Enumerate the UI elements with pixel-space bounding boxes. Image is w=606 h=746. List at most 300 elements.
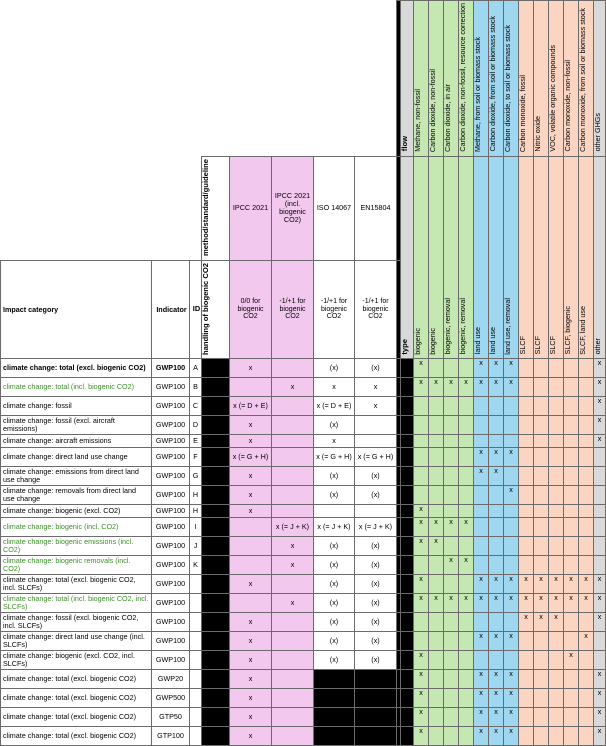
flow-mark-cell (564, 632, 579, 651)
flow-mark-cell: x (594, 416, 606, 435)
impact-category-cell: climate change: fossil (excl. aircraft emissions) (1, 416, 152, 435)
flow-mark-cell: x (444, 518, 459, 537)
flow-mark-cell (564, 416, 579, 435)
flow-mark-cell (414, 435, 429, 448)
impact-category-cell: climate change: aircraft emissions (1, 435, 152, 448)
header-blank (1, 156, 152, 260)
standard-mark-cell (272, 448, 314, 467)
flow-mark-cell (519, 416, 534, 435)
flow-mark-cell (579, 397, 594, 416)
impact-category-cell: climate change: total (excl. biogenic CO2, incl. SLCFs) (1, 575, 152, 594)
flow-type: other (593, 338, 602, 355)
flow-mark-cell: x (459, 378, 474, 397)
id-cell: C (190, 397, 202, 416)
type-black-cell (401, 651, 414, 670)
flow-mark-cell: x (414, 378, 429, 397)
flow-mark-cell: x (459, 556, 474, 575)
indicator-cell: GWP100 (152, 416, 190, 435)
flow-type: biogenic, removal (458, 298, 467, 355)
flow-mark-cell: x (414, 359, 429, 378)
flow-mark-cell (579, 435, 594, 448)
standard-mark-cell (272, 689, 314, 708)
flow-mark-cell (444, 708, 459, 727)
flow-type: SLCF (533, 336, 542, 355)
flow-mark-cell: x (489, 708, 504, 727)
flow-mark-cell: x (474, 448, 489, 467)
flow-name: Carbon dioxide, from soil or biomass stock (488, 16, 497, 152)
flow-mark-cell (429, 651, 444, 670)
indicator-cell: GWP100 (152, 486, 190, 505)
handling-black-cell (202, 613, 230, 632)
standard-mark-cell: (x) (355, 651, 397, 670)
standard-mark-cell (272, 435, 314, 448)
standard-mark-cell: x (355, 378, 397, 397)
flow-mark-cell (579, 670, 594, 689)
flow-mark-cell: x (474, 689, 489, 708)
flow-mark-cell (549, 378, 564, 397)
flow-mark-cell (459, 467, 474, 486)
flow-type: biogenic (428, 327, 437, 355)
standard-mark-cell: x (= D + E) (230, 397, 272, 416)
standard-mark-cell: x (230, 575, 272, 594)
flow-mark-cell (534, 486, 549, 505)
flow-mark-cell: x (489, 448, 504, 467)
flow-mark-cell (549, 467, 564, 486)
flow-mark-cell: x (429, 594, 444, 613)
flow-mark-cell (459, 670, 474, 689)
flow-mark-cell (519, 505, 534, 518)
type-black-cell (401, 613, 414, 632)
standard-mark-cell: x (230, 467, 272, 486)
header-blank (214, 1, 230, 157)
flow-mark-cell: x (564, 594, 579, 613)
flow-mark-cell (414, 397, 429, 416)
table-row (1, 727, 606, 746)
flow-name-cell (429, 1, 444, 157)
flow-mark-cell: x (489, 727, 504, 746)
indicator-cell: GWP100 (152, 518, 190, 537)
flow-mark-cell: x (474, 594, 489, 613)
flow-mark-cell: x (534, 613, 549, 632)
flow-mark-cell (444, 467, 459, 486)
flow-type-cell (549, 156, 564, 359)
flow-mark-cell (564, 727, 579, 746)
standard-mark-cell (314, 727, 355, 746)
method-header (202, 156, 230, 260)
id-cell: B (190, 378, 202, 397)
standard-mark-cell: x (= J + K) (314, 518, 355, 537)
flow-mark-cell (519, 651, 534, 670)
flow-mark-cell (534, 448, 549, 467)
flow-mark-cell: x (489, 670, 504, 689)
flow-mark-cell (579, 518, 594, 537)
flow-mark-cell (534, 689, 549, 708)
standard-mark-cell: x (230, 613, 272, 632)
id-cell (190, 689, 202, 708)
standard-mark-cell (355, 416, 397, 435)
standard-mark-cell (355, 689, 397, 708)
table-row (1, 594, 606, 613)
indicator-cell: GWP100 (152, 594, 190, 613)
flow-type-cell (444, 156, 459, 359)
flow-mark-cell (534, 435, 549, 448)
header-blank (152, 156, 190, 260)
flow-mark-cell (519, 727, 534, 746)
type-black-cell (401, 670, 414, 689)
flow-mark-cell (444, 505, 459, 518)
table-row (1, 505, 606, 518)
indicator-cell: GWP100 (152, 448, 190, 467)
flow-name-cell (594, 1, 606, 157)
flow-mark-cell (429, 448, 444, 467)
id-cell: G (190, 467, 202, 486)
id-cell (190, 727, 202, 746)
flow-mark-cell: x (504, 727, 519, 746)
type-black-cell (401, 397, 414, 416)
flow-mark-cell (594, 486, 606, 505)
flow-mark-cell: x (504, 689, 519, 708)
standard-handling-cell: -1/+1 for biogenic CO2 (355, 260, 397, 359)
standard-mark-cell: (x) (314, 556, 355, 575)
flow-name-cell (564, 1, 579, 157)
flow-mark-cell (564, 359, 579, 378)
flow-mark-cell (579, 448, 594, 467)
flow-name-cell (549, 1, 564, 157)
type-black-cell (401, 708, 414, 727)
table-row (1, 518, 606, 537)
flow-name-cell (519, 1, 534, 157)
flow-name: Carbon dioxide, in air (443, 83, 452, 152)
impact-category-cell: climate change: fossil (excl. biogenic CO2, incl. SLCFs) (1, 613, 152, 632)
standard-mark-cell: x (= G + H) (355, 448, 397, 467)
impact-category-cell: climate change: total (excl. biogenic CO2) (1, 359, 152, 378)
standard-mark-cell (230, 556, 272, 575)
flow-mark-cell (474, 651, 489, 670)
indicator-cell: GWP100 (152, 435, 190, 448)
standard-mark-cell (230, 537, 272, 556)
flow-mark-cell (429, 435, 444, 448)
flow-mark-cell (444, 448, 459, 467)
flow-mark-cell (459, 708, 474, 727)
flow-mark-cell: x (579, 632, 594, 651)
impact-category-cell: climate change: biogenic emissions (incl. CO2) (1, 537, 152, 556)
flow-mark-cell (564, 397, 579, 416)
handling-black-cell (202, 651, 230, 670)
flow-mark-cell (534, 632, 549, 651)
flow-mark-cell (594, 448, 606, 467)
flow-mark-cell (549, 632, 564, 651)
flow-mark-cell (564, 708, 579, 727)
flow-type: biogenic, removal (443, 298, 452, 355)
handling-black-cell (202, 397, 230, 416)
flow-mark-cell: x (534, 594, 549, 613)
indicator-cell: GWP100 (152, 467, 190, 486)
standard-mark-cell: x (230, 689, 272, 708)
flow-type-cell (594, 156, 606, 359)
flow-mark-cell: x (429, 518, 444, 537)
flow-mark-cell: x (504, 378, 519, 397)
impact-category-cell: climate change: biogenic removals (incl. CO2) (1, 556, 152, 575)
flow-mark-cell (474, 518, 489, 537)
flow-mark-cell (489, 537, 504, 556)
id-cell (190, 594, 202, 613)
type-black-cell (401, 378, 414, 397)
flow-mark-cell (429, 397, 444, 416)
standard-mark-cell (272, 651, 314, 670)
table-row (1, 486, 606, 505)
standard-mark-cell (272, 467, 314, 486)
standard-mark-cell: (x) (314, 613, 355, 632)
flow-mark-cell: x (504, 670, 519, 689)
flow-name: Carbon monoxide, from soil or biomass stock (578, 7, 587, 152)
flow-type: SLCF (518, 336, 527, 355)
flow-mark-cell: x (489, 378, 504, 397)
flow-mark-cell: x (429, 378, 444, 397)
flow-header (401, 1, 414, 157)
standard-mark-cell (272, 613, 314, 632)
standard-mark-cell: x (= G + H) (314, 448, 355, 467)
impact-category-cell: climate change: total (excl. biogenic CO2) (1, 708, 152, 727)
standard-mark-cell: (x) (355, 467, 397, 486)
flow-type-cell (564, 156, 579, 359)
flow-mark-cell (549, 537, 564, 556)
impact-category-cell: climate change: emissions from direct land use change (1, 467, 152, 486)
flow-mark-cell (459, 651, 474, 670)
flow-mark-cell: x (474, 467, 489, 486)
indicator-cell: GWP100 (152, 556, 190, 575)
flow-mark-cell (474, 416, 489, 435)
handling-black-cell (202, 689, 230, 708)
impact-category-header: Impact category (1, 260, 152, 359)
flow-mark-cell: x (414, 670, 429, 689)
table-row (1, 689, 606, 708)
flow-mark-cell (444, 416, 459, 435)
standard-mark-cell: x (314, 435, 355, 448)
id-cell: H (190, 505, 202, 518)
flow-mark-cell: x (414, 518, 429, 537)
flow-mark-cell (519, 556, 534, 575)
id-cell: E (190, 435, 202, 448)
flow-mark-cell (429, 689, 444, 708)
flow-mark-cell (429, 708, 444, 727)
flow-mark-cell (474, 435, 489, 448)
flow-mark-cell: x (489, 632, 504, 651)
table-row (1, 537, 606, 556)
flow-mark-cell (414, 632, 429, 651)
handling-black-cell (202, 727, 230, 746)
flow-name-cell (489, 1, 504, 157)
flow-mark-cell (549, 556, 564, 575)
id-cell (190, 613, 202, 632)
type-black-cell (401, 632, 414, 651)
flow-mark-cell: x (519, 594, 534, 613)
flow-mark-cell (504, 537, 519, 556)
flow-mark-cell (549, 708, 564, 727)
flow-mark-cell (549, 670, 564, 689)
header-blank (230, 1, 272, 157)
standard-name-cell: IPCC 2021 (230, 156, 272, 260)
flow-mark-cell (519, 537, 534, 556)
standard-name-cell: ISO 14067 (314, 156, 355, 260)
impact-category-cell: climate change: direct land use change (1, 448, 152, 467)
table-row (1, 556, 606, 575)
id-cell (190, 632, 202, 651)
flow-mark-cell: x (414, 505, 429, 518)
flow-type: land use, removal (503, 297, 512, 355)
handling-black-cell (202, 416, 230, 435)
standard-mark-cell (272, 727, 314, 746)
standard-mark-cell: (x) (355, 613, 397, 632)
flow-mark-cell (549, 486, 564, 505)
flow-mark-cell: x (474, 378, 489, 397)
standard-name-cell: EN15804 (355, 156, 397, 260)
flow-mark-cell (459, 359, 474, 378)
type-header (401, 156, 414, 359)
flow-mark-cell: x (414, 594, 429, 613)
id-cell (190, 575, 202, 594)
id-header: ID (190, 260, 202, 359)
flow-mark-cell: x (504, 359, 519, 378)
id-cell: K (190, 556, 202, 575)
flow-mark-cell (474, 556, 489, 575)
flow-mark-cell (414, 613, 429, 632)
flow-label: flow (400, 136, 409, 152)
flow-mark-cell: x (579, 575, 594, 594)
header-blank (190, 156, 202, 260)
flow-mark-cell: x (594, 594, 606, 613)
flow-mark-cell (534, 378, 549, 397)
flow-mark-cell (504, 397, 519, 416)
type-black-cell (401, 537, 414, 556)
flow-mark-cell (579, 467, 594, 486)
standard-mark-cell: x (230, 505, 272, 518)
flow-mark-cell (579, 359, 594, 378)
flow-mark-cell (474, 537, 489, 556)
flow-mark-cell (444, 613, 459, 632)
flow-mark-cell (549, 505, 564, 518)
id-cell: I (190, 518, 202, 537)
flow-mark-cell (489, 613, 504, 632)
flow-mark-cell: x (594, 689, 606, 708)
flow-mark-cell (444, 486, 459, 505)
flow-mark-cell: x (474, 575, 489, 594)
flow-mark-cell: x (414, 689, 429, 708)
flow-mark-cell: x (534, 575, 549, 594)
flow-mark-cell (534, 727, 549, 746)
standard-mark-cell: x (230, 708, 272, 727)
flow-mark-cell (594, 505, 606, 518)
standard-mark-cell (230, 518, 272, 537)
flow-mark-cell (579, 378, 594, 397)
standard-mark-cell (272, 575, 314, 594)
standard-mark-cell: x (= D + E) (314, 397, 355, 416)
flow-type-cell (429, 156, 444, 359)
flow-mark-cell (519, 689, 534, 708)
flow-mark-cell (564, 435, 579, 448)
flow-mark-cell: x (459, 594, 474, 613)
impact-category-cell: climate change: total (excl. biogenic CO2) (1, 670, 152, 689)
flow-mark-cell (564, 556, 579, 575)
flow-mark-cell (504, 556, 519, 575)
standard-mark-cell: x (230, 651, 272, 670)
standard-mark-cell: x (272, 594, 314, 613)
flow-mark-cell (564, 613, 579, 632)
indicator-header: Indicator (152, 260, 190, 359)
standard-name-cell: IPCC 2021 (incl. biogenic CO2) (272, 156, 314, 260)
id-cell (190, 651, 202, 670)
flow-name-cell (414, 1, 429, 157)
flow-mark-cell (414, 448, 429, 467)
type-black-cell (401, 518, 414, 537)
header-blank (1, 1, 152, 157)
flow-mark-cell (504, 416, 519, 435)
standard-mark-cell: x (= J + K) (272, 518, 314, 537)
flow-type-cell (504, 156, 519, 359)
indicator-cell: GTP50 (152, 708, 190, 727)
flow-mark-cell (444, 575, 459, 594)
flow-mark-cell (549, 397, 564, 416)
flow-mark-cell: x (504, 594, 519, 613)
standard-mark-cell: (x) (355, 632, 397, 651)
flow-mark-cell (534, 467, 549, 486)
id-cell: F (190, 448, 202, 467)
flow-mark-cell (549, 651, 564, 670)
standard-mark-cell: x (230, 632, 272, 651)
table-row (1, 397, 606, 416)
flow-type-cell (579, 156, 594, 359)
flow-mark-cell (459, 448, 474, 467)
flow-name: Carbon monoxide, non-fossil (563, 60, 572, 152)
flow-mark-cell (459, 416, 474, 435)
standard-mark-cell (272, 359, 314, 378)
standard-mark-cell: x (= J + K) (355, 518, 397, 537)
flow-mark-cell: x (489, 689, 504, 708)
standard-mark-cell (314, 708, 355, 727)
flow-mark-cell (564, 689, 579, 708)
flow-name-cell (579, 1, 594, 157)
indicator-cell: GWP100 (152, 632, 190, 651)
flow-mark-cell (459, 397, 474, 416)
flow-mark-cell (519, 708, 534, 727)
flow-name-cell (534, 1, 549, 157)
flow-mark-cell (444, 689, 459, 708)
flow-mark-cell: x (594, 708, 606, 727)
indicator-cell: GWP100 (152, 537, 190, 556)
handling-black-cell (202, 518, 230, 537)
standard-mark-cell: x (= G + H) (230, 448, 272, 467)
flow-mark-cell (504, 435, 519, 448)
flow-type: SLCF, biogenic (563, 306, 572, 355)
flow-mark-cell (504, 613, 519, 632)
flow-mark-cell (594, 518, 606, 537)
standard-mark-cell: (x) (314, 359, 355, 378)
header-flow-row (1, 1, 606, 157)
flow-mark-cell (429, 632, 444, 651)
standard-mark-cell (272, 486, 314, 505)
impact-category-cell: climate change: biogenic (incl. CO2) (1, 518, 152, 537)
indicator-cell: GWP100 (152, 575, 190, 594)
flow-mark-cell: x (594, 378, 606, 397)
flow-mark-cell (489, 556, 504, 575)
flow-mark-cell (489, 486, 504, 505)
flow-mark-cell: x (594, 575, 606, 594)
id-cell: J (190, 537, 202, 556)
standard-mark-cell: x (355, 397, 397, 416)
flow-mark-cell (474, 613, 489, 632)
impact-category-cell: climate change: fossil (1, 397, 152, 416)
standard-mark-cell: (x) (314, 416, 355, 435)
flow-mark-cell: x (594, 435, 606, 448)
